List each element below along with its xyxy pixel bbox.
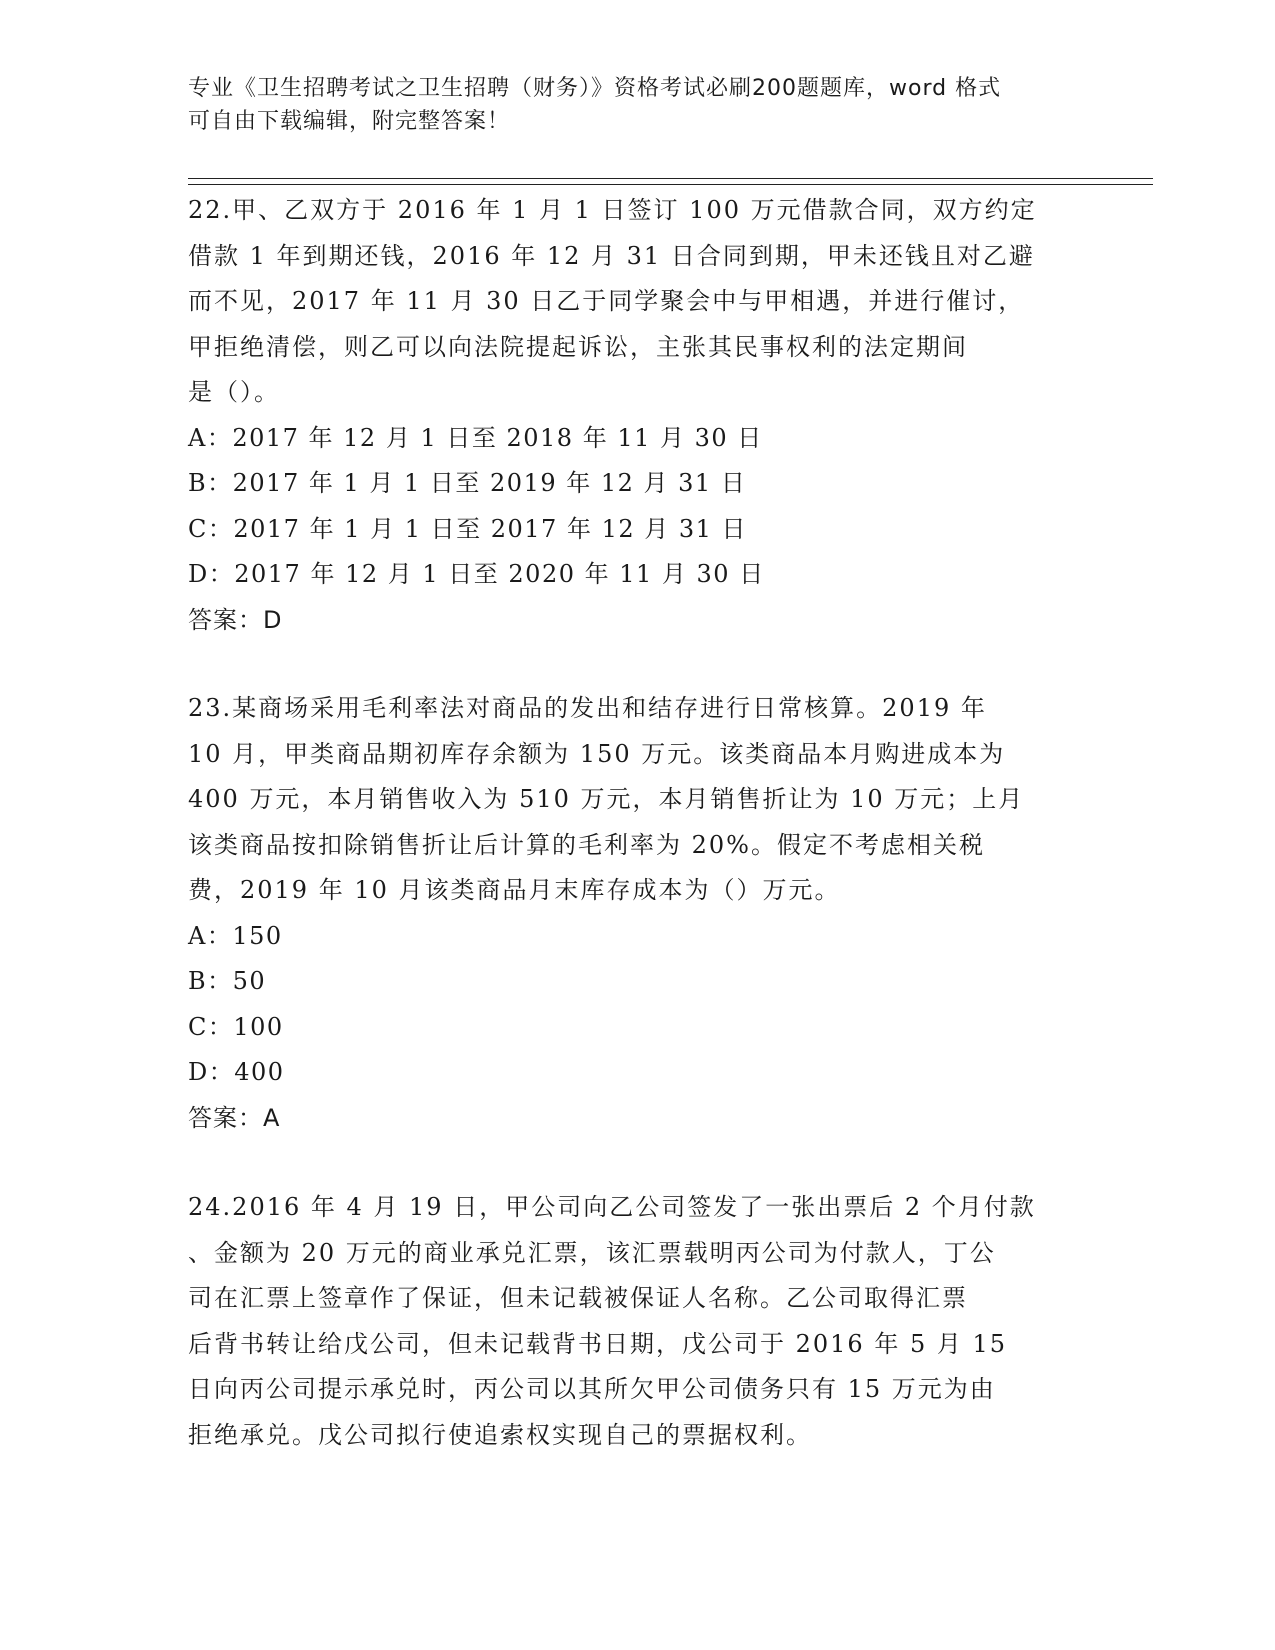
- header-line-2: 可自由下载编辑，附完整答案！: [188, 109, 511, 134]
- stem-line: 而不见，2017 年 11 月 30 日乙于同学聚会中与甲相遇，并进行催讨，: [188, 287, 1025, 315]
- header-divider-bottom: [188, 184, 1153, 185]
- question-22: [188, 188, 1068, 643]
- answer-label: 答案：A: [188, 1103, 281, 1132]
- stem-line: 费，2019 年 10 月该类商品月末库存成本为（）万元。: [188, 876, 841, 904]
- stem-line: 司在汇票上签章作了保证，但未记载被保证人名称。乙公司取得汇票: [188, 1284, 968, 1312]
- stem-line: 借款 1 年到期还钱，2016 年 12 月 31 日合同到期，甲未还钱且对乙避: [188, 241, 1035, 270]
- question-23: [188, 686, 1068, 1141]
- header-divider-top: [188, 178, 1153, 179]
- option-b: B：50: [188, 967, 267, 995]
- stem-line: 是（）。: [188, 378, 280, 406]
- option-a: A：2017 年 12 月 1 日至 2018 年 11 月 30 日: [188, 423, 763, 452]
- option-d: D：400: [188, 1058, 285, 1086]
- option-c: C：2017 年 1 月 1 日至 2017 年 12 月 31 日: [188, 514, 748, 543]
- stem-line: 后背书转让给戊公司，但未记载背书日期，戊公司于 2016 年 5 月 15: [188, 1329, 1008, 1358]
- option-d: D：2017 年 12 月 1 日至 2020 年 11 月 30 日: [188, 560, 765, 588]
- stem-line: 拒绝承兑。戊公司拟行使追索权实现自己的票据权利。: [188, 1420, 812, 1449]
- document-header: [188, 72, 1068, 138]
- answer-label: 答案：D: [188, 605, 283, 634]
- stem-line: 10 月，甲类商品期初库存余额为 150 万元。该类商品本月购进成本为: [188, 739, 1006, 768]
- question-stem: [188, 188, 1068, 416]
- stem-line: 23.某商场采用毛利率法对商品的发出和结存进行日常核算。2019 年: [188, 694, 987, 722]
- stem-line: 22.甲、乙双方于 2016 年 1 月 1 日签订 100 万元借款合同，双方约定: [188, 196, 1037, 224]
- question-stem: [188, 1185, 1068, 1458]
- stem-line: 400 万元，本月销售收入为 510 万元，本月销售折让为 10 万元；上月: [188, 785, 1025, 813]
- question-24: [188, 1185, 1068, 1458]
- stem-line: 、金额为 20 万元的商业承兑汇票，该汇票载明丙公司为付款人，丁公: [188, 1238, 996, 1267]
- option-b: B：2017 年 1 月 1 日至 2019 年 12 月 31 日: [188, 469, 747, 497]
- stem-line: 该类商品按扣除销售折让后计算的毛利率为 20%。假定不考虑相关税: [188, 830, 985, 859]
- stem-line: 日向丙公司提示承兑时，丙公司以其所欠甲公司债务只有 15 万元为由: [188, 1375, 996, 1403]
- option-a: A：150: [188, 921, 283, 950]
- question-stem: [188, 686, 1068, 914]
- header-line-1: 专业《卫生招聘考试之卫生招聘（财务）》资格考试必刷200题题库，word 格式: [188, 76, 1002, 101]
- stem-line: 24.2016 年 4 月 19 日，甲公司向乙公司签发了一张出票后 2 个月付款: [188, 1193, 1036, 1221]
- option-c: C：100: [188, 1012, 284, 1041]
- stem-line: 甲拒绝清偿，则乙可以向法院提起诉讼，主张其民事权利的法定期间: [188, 332, 968, 361]
